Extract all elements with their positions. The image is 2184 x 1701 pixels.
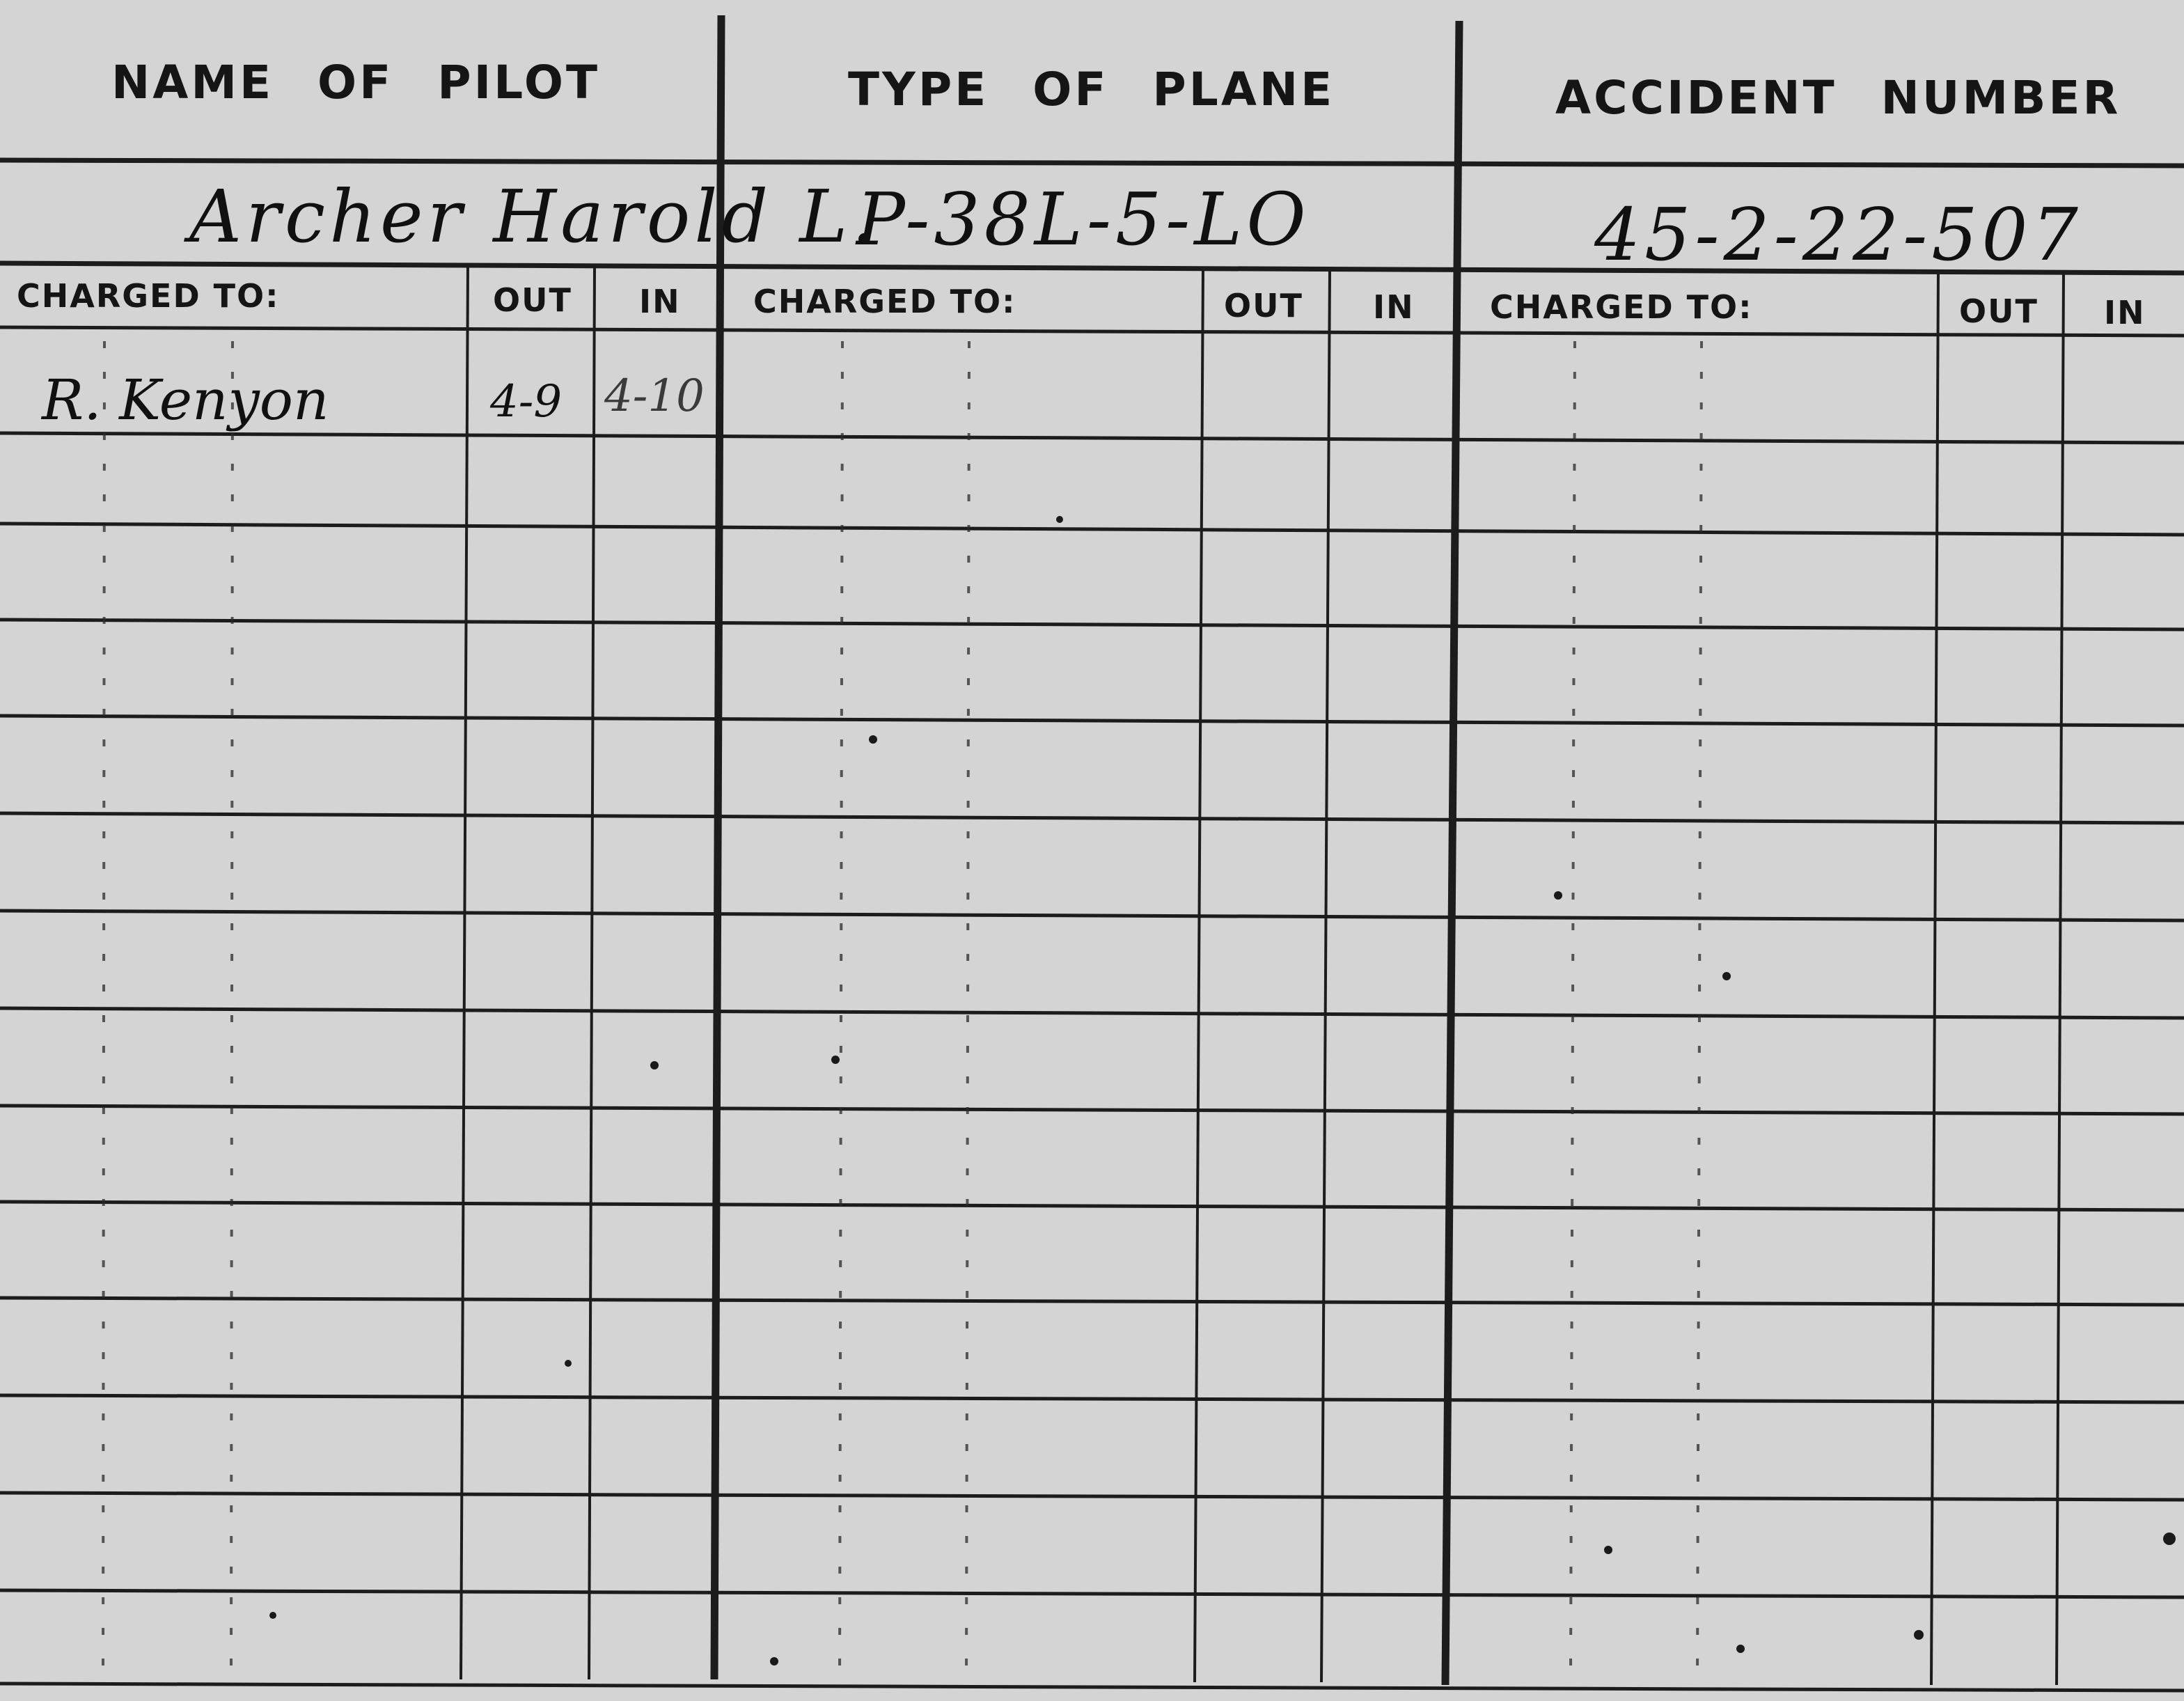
in-label-3: IN <box>2104 294 2146 331</box>
entry-in-date: 4-10 <box>604 370 705 422</box>
charged-to-label-2: CHARGED TO: <box>753 283 1016 320</box>
out-label-2: OUT <box>1224 287 1303 324</box>
accident-number-value: 45-2-22-507 <box>1594 192 2082 277</box>
in-label-1: IN <box>639 283 681 320</box>
out-label-3: OUT <box>1959 292 2038 330</box>
entry-charged-to: R. Kenyon <box>42 368 329 432</box>
entry-out-date: 4-9 <box>490 376 563 428</box>
out-label-1: OUT <box>493 281 572 319</box>
pilot-name-label: NAME OF PILOT <box>111 56 600 109</box>
charged-to-label-1: CHARGED TO: <box>17 277 280 315</box>
plane-type-value: P-38L-5-LO <box>856 177 1310 262</box>
in-label-2: IN <box>1373 288 1415 326</box>
plane-type-label: TYPE OF PLANE <box>848 63 1335 116</box>
pilot-name-value: Archer Harold L. <box>189 174 879 259</box>
accident-number-label: ACCIDENT NUMBER <box>1555 71 2121 125</box>
charged-to-label-3: CHARGED TO: <box>1490 288 1753 326</box>
